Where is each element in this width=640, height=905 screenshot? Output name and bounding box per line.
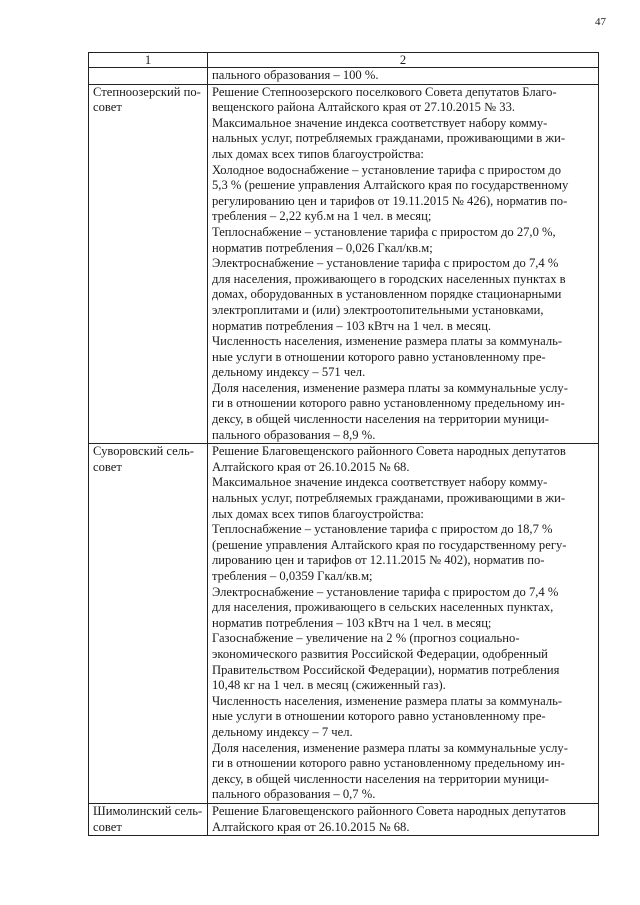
description-line: 10,48 кг на 1 чел. в месяц (сжиженный газ). [212,678,446,693]
description-paragraph [212,381,595,443]
description-paragraph [212,631,595,693]
description-paragraph [212,163,595,225]
table-row [89,803,599,835]
description-line: норматив потребления – 0,026 Гкал/кв.м; [212,240,433,255]
description-line: норматив потребления – 103 кВтч на 1 чел. в месяц. [212,318,492,333]
description-line: Газоснабжение – увеличение на 2 % (прогноз социально- [212,631,520,646]
index-description-cell [208,84,599,444]
description-line: вещенского района Алтайского края от 27.10.2015 № 33. [212,100,516,115]
description-paragraph [212,225,595,256]
description-paragraph [212,116,595,163]
description-paragraph [212,804,595,835]
description-line: Теплоснабжение – установление тарифа с приростом до 27,0 %, [212,224,556,239]
description-paragraph [212,256,595,334]
description-line: регулированию цен и тарифов от 19.11.2015 № 426), норматив по- [212,193,568,208]
description-line: Максимальное значение индекса соответствует набору комму- [212,475,548,490]
description-line: для населения, проживающего в сельских населенных пунктах, [212,600,554,615]
description-line: Холодное водоснабжение – установление тарифа с приростом до [212,162,562,177]
municipality-name-line: совет [93,459,122,474]
description-paragraph [212,694,595,741]
description-line: Численность населения, изменение размера платы за коммуналь- [212,334,563,349]
description-line: пального образования – 100 %. [212,68,379,82]
description-paragraph [212,444,595,475]
municipality-name-cell [89,68,208,85]
description-line: 5,3 % (решение управления Алтайского края по государственному [212,178,569,193]
municipality-name-line: совет [93,100,122,115]
description-paragraph [212,475,595,522]
description-line: экономического развития Российской Федерации, одобренный [212,646,548,661]
description-line: Правительством Российской Федерации), норматив потребления [212,662,560,677]
index-description-cell [208,68,599,85]
description-line: дексу, в общей численности населения на территории муници- [212,771,549,786]
description-line: Решение Благовещенского районного Совета народных депутатов [212,444,566,459]
description-line: для населения, проживающего в городских населенных пунктах в [212,271,566,286]
description-line: Максимальное значение индекса соответствует набору комму- [212,115,548,130]
description-line: требления – 0,0359 Гкал/кв.м; [212,569,373,583]
description-line: ные услуги в отношении которого равно установленному пре- [212,349,546,364]
description-line: Численность населения, изменение размера платы за коммуналь- [212,693,563,708]
description-line: (решение управления Алтайского края по государственному регу- [212,537,567,552]
description-line: дельному индексу – 7 чел. [212,724,353,739]
column-header-1: 1 [89,53,208,68]
table-row [89,84,599,444]
description-line: ные услуги в отношении которого равно установленному пре- [212,709,546,724]
index-description-cell [208,803,599,835]
description-line: Алтайского края от 26.10.2015 № 68. [212,819,410,834]
column-header-2: 2 [208,53,599,68]
description-line: лых домах всех типов благоустройства: [212,146,424,161]
description-line: Доля населения, изменение размера платы за коммунальные услу- [212,380,568,395]
description-paragraph [212,741,595,803]
description-line: домах, оборудованных в установленном порядке стационарными [212,287,562,302]
description-line: требления – 2,22 куб.м на 1 чел. в месяц; [212,209,432,224]
index-description-cell [208,444,599,804]
table-row [89,444,599,804]
municipality-name-line: Суворовский сель- [93,444,194,459]
description-line: пального образования – 8,9 %. [212,427,376,442]
description-line: дельному индексу – 571 чел. [212,365,366,380]
description-line: Теплоснабжение – установление тарифа с приростом до 18,7 % [212,522,553,537]
description-line: Решение Благовещенского районного Совета народных депутатов [212,803,566,818]
description-paragraph [212,334,595,381]
municipality-name-cell [89,84,208,444]
municipality-name-line: Степноозерский по- [93,84,201,99]
description-line: Алтайского края от 26.10.2015 № 68. [212,459,410,474]
description-line: ги в отношении которого равно установленному предельному ин- [212,396,565,411]
tariff-index-table [88,52,599,836]
municipality-name-line: совет [93,819,122,834]
description-line: Электроснабжение – установление тарифа с приростом до 7,4 % [212,256,559,271]
description-line: Электроснабжение – установление тарифа с приростом до 7,4 % [212,584,559,599]
municipality-name-cell [89,803,208,835]
description-line: лированию цен и тарифов от 12.11.2015 № 402), норматив по- [212,553,545,568]
table-row [89,68,599,85]
description-paragraph [212,68,595,84]
description-paragraph [212,85,595,116]
description-line: Доля населения, изменение размера платы за коммунальные услу- [212,740,568,755]
description-line: лых домах всех типов благоустройства: [212,506,424,521]
description-line: пального образования – 0,7 %. [212,787,376,802]
municipality-name-line: Шимолинский сель- [93,803,203,818]
description-line: ги в отношении которого равно установленному предельному ин- [212,756,565,771]
description-line: нальных услуг, потребляемых гражданами, проживающими в жи- [212,131,566,146]
description-line: норматив потребления – 103 кВтч на 1 чел. в месяц; [212,615,492,630]
page-number: 47 [595,16,606,28]
description-paragraph [212,522,595,584]
municipality-name-cell [89,444,208,804]
description-line: Решение Степноозерского поселкового Совета депутатов Благо- [212,84,557,99]
description-paragraph [212,585,595,632]
description-line: дексу, в общей численности населения на территории муници- [212,412,549,427]
description-line: электроплитами и (или) электроотопительными установками, [212,302,544,317]
table-header-row [89,53,599,68]
description-line: нальных услуг, потребляемых гражданами, проживающими в жи- [212,491,566,506]
